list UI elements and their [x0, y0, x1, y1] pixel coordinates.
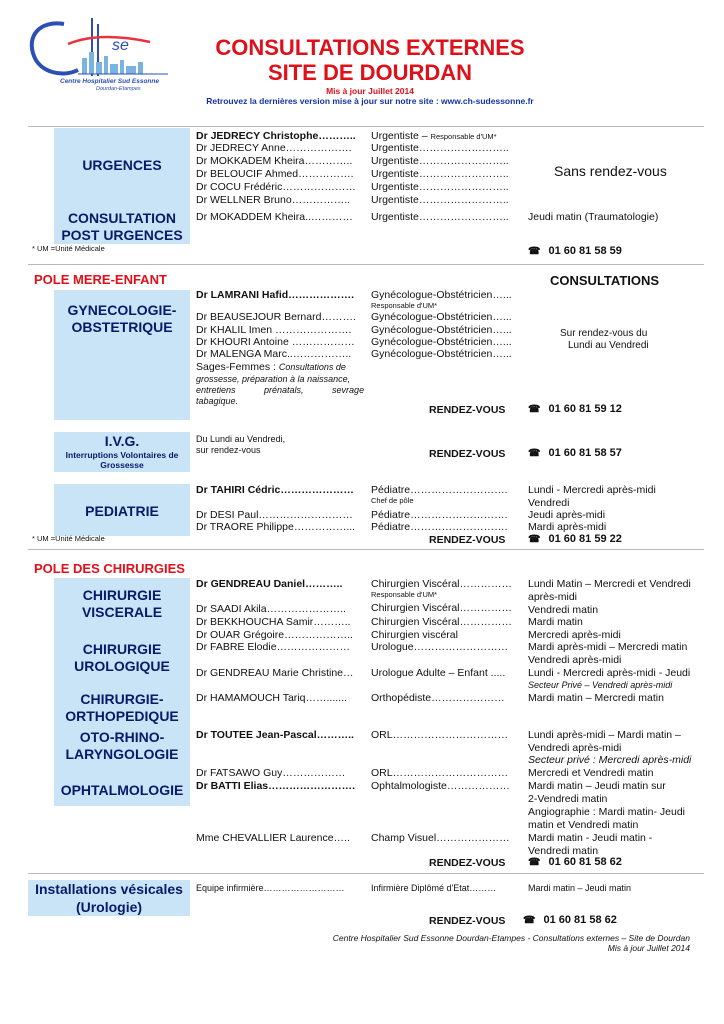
doctor-name: Dr FATSAWO Guy……………… [196, 767, 346, 779]
schedule: Mardi matin [528, 616, 583, 628]
doctor-role: Pédiatre………………………. [371, 484, 508, 496]
doctor-name: Dr JEDRECY Christophe……….. [196, 130, 356, 142]
footer-text: Centre Hospitalier Sud Essonne Dourdan-Etampes - Consultations externes – Site de Dourdan [332, 933, 690, 943]
doctor-name: Dr OUAR Grégoire……………….. [196, 629, 353, 641]
doctor-name: Dr MALENGA Marc..…………….. [196, 348, 352, 360]
schedule: Sur rendez-vous du [560, 328, 648, 339]
doctor-role: Urgentiste…………………….. [371, 194, 509, 206]
phone-number: ☎ 01 60 81 58 62 [523, 914, 617, 926]
doctor-name: Dr GENDREAU Marie Christine… [196, 667, 354, 679]
doctor-name: Dr SAADI Akila………………….. [196, 603, 346, 615]
schedule: Vendredi après-midi [528, 742, 622, 754]
doctor-name: Dr KHALIL Imen …………………. [196, 324, 352, 336]
schedule: Mardi matin – Jeudi matin [528, 883, 632, 893]
doctor-name: Dr TAHIRI Cédric………………… [196, 484, 354, 496]
staff-name: Equipe infirmière……………………… [196, 883, 345, 893]
schedule-private: Secteur privé : Mercredi après-midi [528, 754, 692, 766]
logo-subtitle: Centre Hospitalier Sud Essonne [60, 78, 159, 85]
doctor-role: Chirurgien Viscéral…………… [371, 578, 513, 590]
post-urgences-label-2: POST URGENCES [61, 227, 183, 243]
rdv-label: RENDEZ-VOUS [429, 915, 506, 927]
doctor-role: Chirurgien Viscéral…………… [371, 616, 513, 628]
doctor-name: Dr FABRE Elodie………………… [196, 641, 351, 653]
doctor-name: Dr BEKKHOUCHA Samir……….. [196, 616, 351, 628]
sans-rdv-label: Sans rendez-vous [554, 163, 667, 179]
schedule: Vendredi matin [528, 604, 599, 616]
doctor-name: Dr BATTI Elias……………………. [196, 780, 356, 792]
phone-icon: ☎ [528, 448, 541, 459]
role-note: Responsable d'UM* [371, 590, 438, 599]
schedule: après-midi [528, 591, 578, 603]
section-title: POLE DES CHIRURGIES [34, 561, 185, 576]
schedule: Mercredi après-midi [528, 629, 621, 641]
doctor-role: Urologue Adulte – Enfant ..... [371, 667, 506, 679]
hospital-logo [22, 14, 172, 96]
schedule: Lundi au Vendredi [568, 340, 649, 351]
divider [28, 264, 704, 265]
ivg-sublabel: Interruptions Volontaires de [65, 450, 179, 460]
website-link[interactable]: Retrouvez la dernières version mise à jour sur notre site : www.ch-sudessonne.fr [206, 96, 534, 106]
gyneco-label: GYNECOLOGIE- [67, 302, 177, 318]
doctor-role: Urgentiste…………………….. [371, 181, 509, 193]
doctor-name: Dr TOUTEE Jean-Pascal……….. [196, 729, 354, 741]
doctor-role: Urgentiste – Responsable d'UM* [371, 130, 497, 142]
footnote: * UM =Unité Médicale [32, 244, 105, 253]
sages-femmes-text: tabagique. [196, 396, 239, 406]
section-title: POLE MERE-ENFANT [34, 272, 167, 287]
ivg-text: Du Lundi au Vendredi, [196, 434, 286, 444]
schedule: Mercredi et Vendredi matin [528, 767, 654, 779]
phone-number: ☎ 01 60 81 58 59 [528, 245, 622, 257]
rdv-label: RENDEZ-VOUS [429, 857, 506, 869]
doctor-role: Gynécologue-Obstétricien…... [371, 324, 512, 336]
schedule: Mardi matin – Jeudi matin sur [528, 780, 666, 792]
schedule: Mardi matin – Mercredi matin [528, 692, 664, 704]
schedule: Mardi après-midi [528, 521, 607, 533]
staff-role: Infirmière Diplômé d'Etat……… [371, 883, 497, 893]
rdv-label: RENDEZ-VOUS [429, 448, 506, 460]
divider [28, 873, 704, 874]
uro-label: CHIRURGIE [82, 641, 162, 657]
schedule: Lundi - Mercredi après-midi [528, 484, 656, 496]
doctor-role: Orthopédiste………………… [371, 692, 505, 704]
schedule: Mardi matin - Jeudi matin - [528, 832, 653, 844]
doctor-name: Dr BELOUCIF Ahmed……………. [196, 168, 354, 180]
installations-label: Installations vésicales [35, 881, 183, 897]
installations-label-2: (Urologie) [75, 899, 143, 915]
phone-icon: ☎ [528, 857, 541, 868]
doctor-role: Gynécologue-Obstétricien…... [371, 336, 512, 348]
doctor-role: Pédiatre………………………. [371, 509, 508, 521]
sages-femmes-text: grossesse, préparation à la naissance, [196, 374, 351, 384]
divider [28, 126, 704, 127]
schedule: Vendredi matin [528, 845, 599, 857]
phone-icon: ☎ [523, 915, 536, 926]
orl-label-2: LARYNGOLOGIE [65, 746, 179, 762]
doctor-name: Dr JEDRECY Anne………………. [196, 142, 352, 154]
visc-label: CHIRURGIE [82, 587, 162, 603]
schedule-private: Secteur Privé – Vendredi après-midi [528, 680, 673, 690]
urgences-label: URGENCES [82, 157, 162, 173]
pediatrie-label: PEDIATRIE [85, 503, 159, 519]
phone-number: ☎ 01 60 81 58 57 [528, 447, 622, 459]
doctor-name: Dr WELLNER Bruno…………….. [196, 194, 351, 206]
doctor-role: Urgentiste…………………….. [371, 142, 509, 154]
doctor-name: Dr COCU Frédéric………………… [196, 181, 356, 193]
ortho-label-2: ORTHOPEDIQUE [65, 708, 179, 724]
doctor-role: Gynécologue-Obstétricien…... [371, 348, 512, 360]
schedule: Angiographie : Mardi matin- Jeudi [528, 806, 685, 818]
doctor-name: Dr BEAUSEJOUR Bernard………. [196, 311, 356, 323]
doctor-name: Dr MOKADDEM Kheira..………… [196, 211, 353, 223]
doctor-name: Dr GENDREAU Daniel……….. [196, 578, 343, 590]
sages-femmes-text: entretiens prénatals, sevrage [196, 385, 365, 395]
doctor-role: Ophtalmologiste……………… [371, 780, 510, 792]
doctor-role: ORL…………………………… [371, 729, 509, 741]
phone-number: ☎ 01 60 81 59 12 [528, 403, 622, 415]
schedule: Vendredi [528, 497, 570, 509]
page-title: CONSULTATIONS EXTERNES [215, 35, 525, 60]
gyneco-label-2: OBSTETRIQUE [71, 319, 173, 335]
doctor-role: ORL…………………………… [371, 767, 509, 779]
schedule: Lundi - Mercredi après-midi - Jeudi [528, 667, 691, 679]
doctor-name: Dr TRAORE Philippe……………... [196, 521, 356, 533]
page-subtitle: SITE DE DOURDAN [267, 60, 473, 85]
orl-label: OTO-RHINO- [79, 729, 165, 745]
sages-femmes: Sages-Femmes : Consultations de [196, 361, 346, 373]
doctor-role: Urologue……………………… [371, 641, 509, 653]
visc-label-2: VISCERALE [81, 604, 163, 620]
doctor-role: Urgentiste…………………….. [371, 211, 509, 223]
doctor-name: Dr KHOURI Antoine ……………… [196, 336, 355, 348]
doctor-name: Dr HAMAMOUCH Tariq……....... [196, 692, 347, 704]
rdv-label: RENDEZ-VOUS [429, 404, 506, 416]
phone-number: ☎ 01 60 81 58 62 [528, 856, 622, 868]
ivg-sublabel-2: Grossesse [100, 460, 144, 470]
rdv-label: RENDEZ-VOUS [429, 534, 506, 546]
footer-date: Mis à jour Juillet 2014 [607, 943, 690, 953]
doctor-name: Dr DESI Paul……………………… [196, 509, 353, 521]
phone-number: ☎ 01 60 81 59 22 [528, 533, 622, 545]
doctor-role: Pédiatre………………………. [371, 521, 508, 533]
schedule: Mardi après-midi – Mercredi matin [528, 641, 688, 653]
doctor-name: Mme CHEVALLIER Laurence….. [196, 832, 350, 844]
doctor-name: Dr MOKKADEM Kheira………….. [196, 155, 353, 167]
divider [28, 549, 704, 550]
phone-icon: ☎ [528, 534, 541, 545]
update-date: Mis à jour Juillet 2014 [326, 86, 414, 96]
schedule: matin et Vendredi matin [528, 819, 639, 831]
ivg-label: I.V.G. [104, 433, 140, 449]
svg-text:se: se [112, 37, 129, 54]
doctor-name: Dr LAMRANI Hafid………………. [196, 289, 355, 301]
ophta-label: OPHTALMOLOGIE [60, 782, 184, 798]
schedule: Jeudi après-midi [528, 509, 606, 521]
schedule: Jeudi matin (Traumatologie) [528, 211, 659, 223]
doctor-role: Chirurgien Viscéral…………… [371, 602, 513, 614]
phone-icon: ☎ [528, 246, 541, 257]
doctor-role: Chirurgien viscéral [371, 629, 458, 641]
footnote: * UM =Unité Médicale [32, 534, 105, 543]
schedule: Lundi après-midi – Mardi matin – [528, 729, 681, 741]
schedule: Lundi Matin – Mercredi et Vendredi [528, 578, 691, 590]
doctor-role: Gynécologue-Obstétricien…... [371, 289, 512, 301]
doctor-role: Gynécologue-Obstétricien…... [371, 311, 512, 323]
schedule: 2-Vendredi matin [528, 793, 608, 805]
ivg-text: sur rendez-vous [196, 445, 261, 455]
schedule: Vendredi après-midi [528, 654, 622, 666]
doctor-role: Urgentiste…………………….. [371, 168, 509, 180]
logo-subtitle-2: Dourdan-Etampes [96, 86, 141, 92]
doctor-role: Urgentiste…………………….. [371, 155, 509, 167]
ortho-label: CHIRURGIE- [80, 691, 164, 707]
role-note: Chef de pôle [371, 496, 414, 505]
consultations-header: CONSULTATIONS [550, 273, 660, 288]
post-urgences-label: CONSULTATION [67, 210, 177, 226]
doctor-role: Champ Visuel………………… [371, 832, 510, 844]
phone-icon: ☎ [528, 404, 541, 415]
role-note: Responsable d'UM* [371, 301, 438, 310]
uro-label-2: UROLOGIQUE [74, 658, 170, 674]
